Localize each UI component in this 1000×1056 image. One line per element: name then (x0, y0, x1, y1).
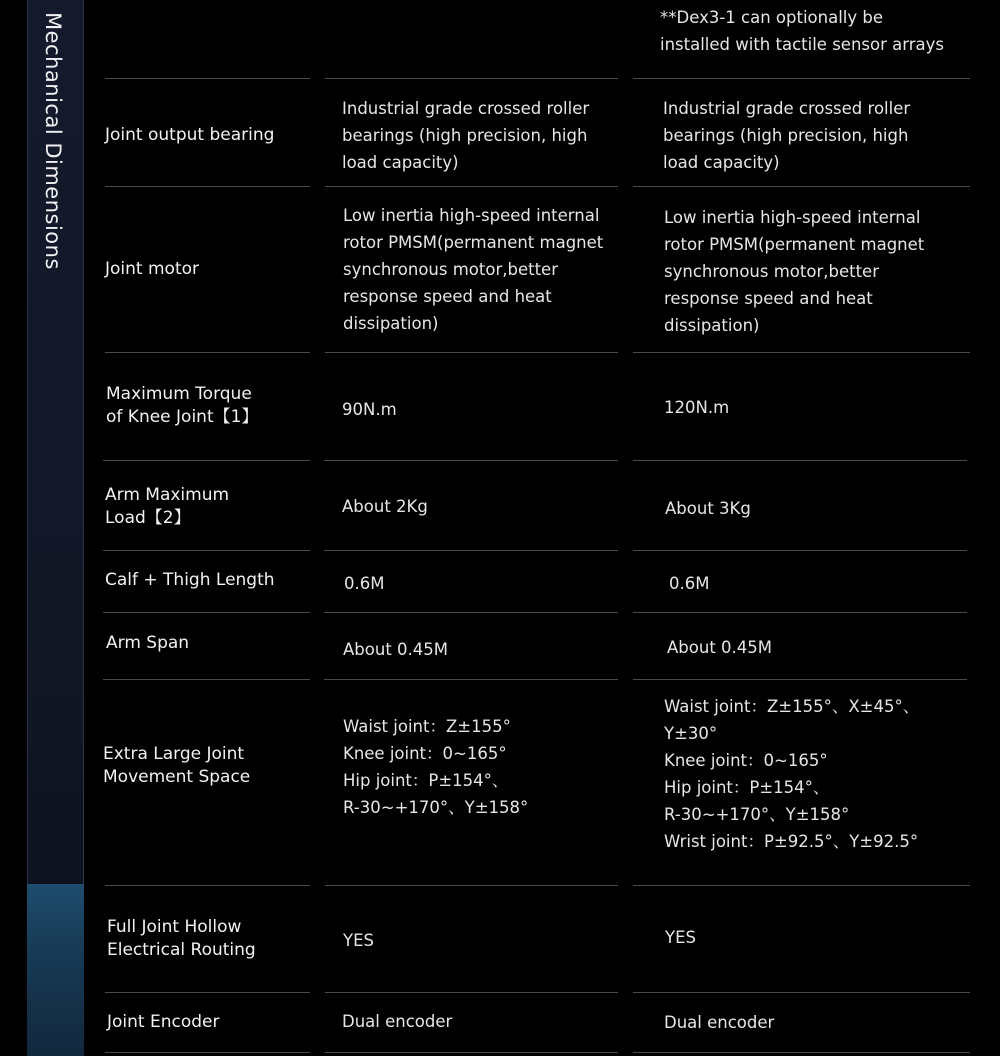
cell-text: dissipation) (664, 316, 760, 335)
row-label: Arm Maximum (105, 485, 230, 505)
divider (325, 352, 618, 353)
row-label: Movement Space (103, 767, 251, 787)
cell-text: About 2Kg (342, 497, 428, 516)
cell-text: Dual encoder (342, 1012, 453, 1031)
cell-text: Knee joint：0~165° (343, 744, 507, 763)
cell-text: Low inertia high-speed internal (664, 208, 921, 227)
cell-text: load capacity) (663, 153, 780, 172)
divider (633, 550, 967, 551)
cell-text: Dual encoder (664, 1013, 775, 1032)
divider (103, 550, 310, 551)
cell-text: bearings (high precision, high (663, 126, 909, 145)
row-label: Joint Encoder (107, 1012, 220, 1032)
divider (633, 78, 970, 79)
divider (325, 1052, 618, 1053)
cell-text: Low inertia high-speed internal (343, 206, 600, 225)
divider (325, 78, 618, 79)
divider (633, 186, 970, 187)
cell-text: YES (343, 931, 374, 950)
cell-text: Wrist joint：P±92.5°、Y±92.5° (664, 832, 919, 851)
divider (324, 612, 618, 613)
cell-text: R-30~+170°、Y±158° (343, 798, 529, 817)
divider (633, 460, 967, 461)
divider (633, 679, 967, 680)
cell-text: dissipation) (343, 314, 439, 333)
divider (105, 78, 310, 79)
divider (103, 460, 310, 461)
cell-text: 0.6M (669, 574, 710, 593)
divider (324, 679, 618, 680)
row-label: Joint output bearing (105, 125, 275, 145)
cell-text: Waist joint：Z±155°、X±45°、 (664, 697, 920, 716)
divider (105, 186, 310, 187)
row-label: Full Joint Hollow (107, 917, 242, 937)
divider (105, 352, 310, 353)
section-side-band-accent (27, 884, 84, 1056)
cell-text: About 3Kg (665, 499, 751, 518)
cell-text: Hip joint：P±154°、 (343, 771, 509, 790)
divider (633, 885, 970, 886)
cell-text: About 0.45M (667, 638, 773, 657)
row-label: Electrical Routing (107, 940, 256, 960)
cell-text: About 0.45M (343, 640, 449, 659)
cell-text: 120N.m (664, 398, 730, 417)
cell-text: synchronous motor,better (343, 260, 558, 279)
cell-text: Industrial grade crossed roller (342, 99, 590, 118)
header-note-line-2: installed with tactile sensor arrays (660, 35, 944, 54)
cell-text: synchronous motor,better (664, 262, 879, 281)
divider (324, 460, 618, 461)
cell-text: Knee joint：0~165° (664, 751, 828, 770)
divider (633, 1052, 970, 1053)
cell-text: Hip joint：P±154°、 (664, 778, 830, 797)
divider (105, 992, 310, 993)
section-title: Mechanical Dimensions (41, 12, 65, 270)
cell-text: Y±30° (664, 724, 718, 743)
cell-text: load capacity) (342, 153, 459, 172)
row-label: Extra Large Joint (103, 744, 245, 764)
cell-text: 90N.m (342, 400, 397, 419)
row-label: of Knee Joint【1】 (106, 407, 259, 427)
row-label: Maximum Torque (106, 384, 252, 404)
cell-text: response speed and heat (343, 287, 552, 306)
row-label: Load【2】 (105, 508, 191, 528)
header-note-line-1: **Dex3-1 can optionally be (660, 8, 883, 27)
row-label: Arm Span (106, 633, 190, 653)
divider (105, 885, 310, 886)
divider (325, 992, 618, 993)
divider (633, 612, 967, 613)
divider (633, 992, 970, 993)
cell-text: Industrial grade crossed roller (663, 99, 911, 118)
divider (103, 612, 310, 613)
cell-text: response speed and heat (664, 289, 873, 308)
cell-text: Waist joint：Z±155° (343, 717, 511, 736)
divider (633, 352, 970, 353)
divider (103, 679, 310, 680)
cell-text: rotor PMSM(permanent magnet (664, 235, 925, 254)
divider (325, 186, 618, 187)
row-label: Joint motor (105, 259, 199, 279)
cell-text: rotor PMSM(permanent magnet (343, 233, 604, 252)
row-label: Calf + Thigh Length (105, 570, 275, 590)
divider (325, 885, 618, 886)
cell-text: YES (665, 928, 696, 947)
divider (324, 550, 618, 551)
cell-text: 0.6M (344, 574, 385, 593)
cell-text: R-30~+170°、Y±158° (664, 805, 850, 824)
cell-text: bearings (high precision, high (342, 126, 588, 145)
divider (105, 1052, 310, 1053)
